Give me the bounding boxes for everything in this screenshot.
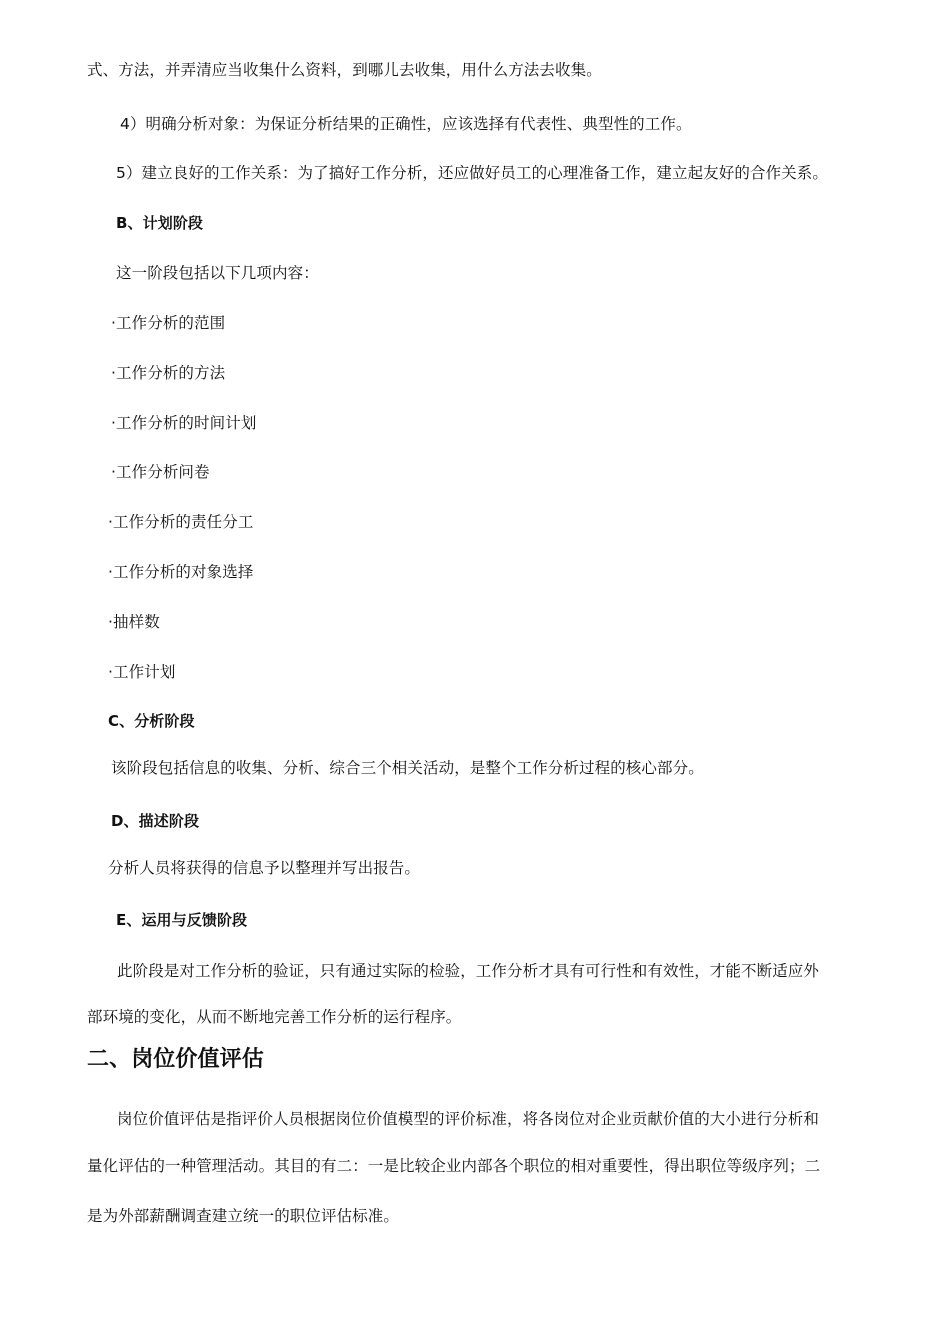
section-e-line-1: 此阶段是对工作分析的验证，只有通过实际的检验，工作分析才具有可行性和有效性，才能不断适应外	[117, 962, 820, 980]
section-2-line-2: 量化评估的一种管理活动。其目的有二：一是比较企业内部各个职位的相对重要性，得出职位等级序列；二	[87, 1157, 821, 1175]
section-d-text: 分析人员将获得的信息予以整理并写出报告。	[108, 859, 421, 877]
intro-line: 式、方法，并弄清应当收集什么资料，到哪儿去收集，用什么方法去收集。	[87, 61, 602, 79]
item-4-paragraph: 4）明确分析对象：为保证分析结果的正确性，应该选择有代表性、典型性的工作。	[120, 115, 692, 133]
list-item: ·工作分析的对象选择	[108, 563, 254, 581]
section-c-heading: C、分析阶段	[108, 712, 195, 730]
section-b-heading: B、计划阶段	[116, 214, 204, 232]
section-e-heading: E、运用与反馈阶段	[116, 911, 248, 929]
section-b-intro: 这一阶段包括以下几项内容：	[116, 264, 319, 282]
list-item: ·抽样数	[108, 613, 160, 631]
section-2-heading: 二、岗位价值评估	[87, 1047, 264, 1072]
list-item: ·工作分析的时间计划	[111, 414, 257, 432]
section-e-line-2: 部环境的变化，从而不断地完善工作分析的运行程序。	[87, 1008, 462, 1026]
list-item: ·工作分析的方法	[111, 364, 226, 382]
list-item: ·工作分析问卷	[111, 463, 210, 481]
list-item: ·工作计划	[108, 663, 176, 681]
item-5-paragraph: 5）建立良好的工作关系：为了搞好工作分析，还应做好员工的心理准备工作，建立起友好的合作关系。	[116, 164, 828, 182]
section-2-line-3: 是为外部薪酬调查建立统一的职位评估标准。	[87, 1207, 400, 1225]
section-2-line-1: 岗位价值评估是指评价人员根据岗位价值模型的评价标准，将各岗位对企业贡献价值的大小进行分析和	[117, 1110, 820, 1128]
section-d-heading: D、描述阶段	[111, 812, 200, 830]
list-item: ·工作分析的范围	[111, 314, 226, 332]
section-c-text: 该阶段包括信息的收集、分析、综合三个相关活动，是整个工作分析过程的核心部分。	[111, 759, 704, 777]
list-item: ·工作分析的责任分工	[108, 513, 254, 531]
